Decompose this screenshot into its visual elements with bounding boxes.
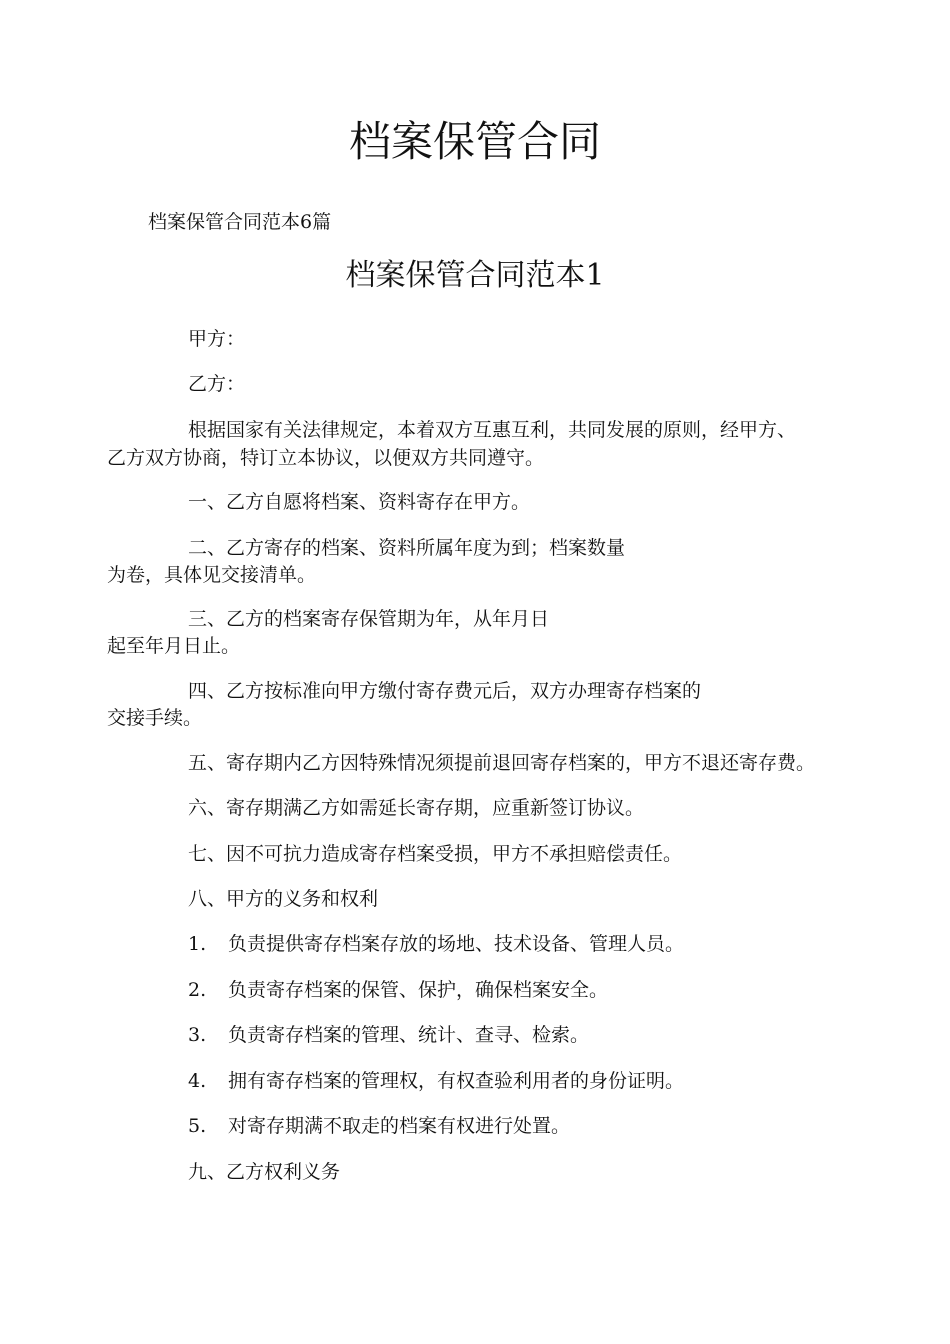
list-item-number: 5. xyxy=(188,1115,207,1137)
collection-note: 档案保管合同范本6篇 xyxy=(148,211,332,233)
clause-5: 五、寄存期内乙方因特殊情况须提前退回寄存档案的，甲方不退还寄存费。 xyxy=(188,752,816,774)
list-item-text: 拥有寄存档案的管理权，有权查验利用者的身份证明。 xyxy=(228,1070,685,1092)
list-item-text: 负责提供寄存档案存放的场地、技术设备、管理人员。 xyxy=(228,933,685,955)
clause-4-line-2: 交接手续。 xyxy=(107,707,203,729)
list-item-text: 负责寄存档案的管理、统计、查寻、检索。 xyxy=(228,1024,590,1046)
clause-1: 一、乙方自愿将档案、资料寄存在甲方。 xyxy=(188,491,531,513)
list-item xyxy=(188,978,608,1002)
preamble-line-2: 乙方双方协商，特订立本协议，以便双方共同遵守。 xyxy=(107,447,545,469)
list-item xyxy=(188,1069,684,1093)
list-item-number: 1. xyxy=(188,933,207,955)
party-b-label: 乙方： xyxy=(188,373,246,395)
party-a-label: 甲方： xyxy=(188,328,246,350)
clause-3-line-1: 三、乙方的档案寄存保管期为年，从年月日 xyxy=(188,608,550,630)
list-item-number: 3. xyxy=(188,1024,207,1046)
clause-4-line-1: 四、乙方按标准向甲方缴付寄存费元后，双方办理寄存档案的 xyxy=(188,680,702,702)
list-item-text: 对寄存期满不取走的档案有权进行处置。 xyxy=(228,1115,571,1137)
clause-7: 七、因不可抗力造成寄存档案受损，甲方不承担赔偿责任。 xyxy=(188,843,683,865)
preamble-line-1: 根据国家有关法律规定，本着双方互惠互利，共同发展的原则，经甲方、 xyxy=(188,419,797,441)
list-item xyxy=(188,1114,570,1138)
document-title: 档案保管合同 xyxy=(348,117,601,166)
section-title: 档案保管合同范本1 xyxy=(345,258,605,293)
clause-6: 六、寄存期满乙方如需延长寄存期，应重新签订协议。 xyxy=(188,797,645,819)
list-item-number: 2. xyxy=(188,979,207,1001)
clause-8-heading: 八、甲方的义务和权利 xyxy=(188,888,379,910)
list-item-text: 负责寄存档案的保管、保护，确保档案安全。 xyxy=(228,979,609,1001)
list-item xyxy=(188,1023,589,1047)
list-item xyxy=(188,932,684,956)
list-item-number: 4. xyxy=(188,1070,207,1092)
clause-3-line-2: 起至年月日止。 xyxy=(107,635,241,657)
clause-9-heading: 九、乙方权利义务 xyxy=(188,1161,341,1183)
clause-2-line-2: 为卷，具体见交接清单。 xyxy=(107,564,317,586)
clause-2-line-1: 二、乙方寄存的档案、资料所属年度为到；档案数量 xyxy=(188,537,626,559)
